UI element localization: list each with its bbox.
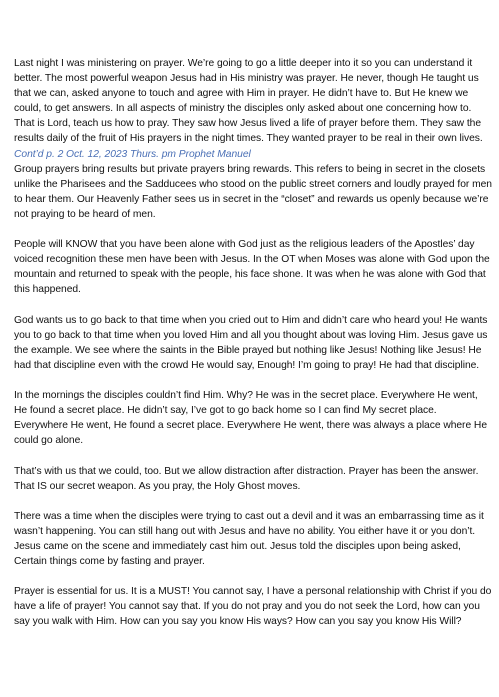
paragraph-spacer: [14, 494, 492, 509]
paragraph-mornings-disciples: In the mornings the disciples couldn’t find Him. Why? He was in the secret place. Everywhere He went, He found a secret place. He didn’t say, I’ve got to go back home so I can find My secret place. Everywhere He went, He found a secret place. Everywhere He went, there was always a place where He could go alone.: [14, 390, 487, 447]
document-page: [14, 56, 492, 630]
paragraph-cast-out-devil: There was a time when the disciples were trying to cast out a devil and it was an embarrassing time as it wasn’t happening. You can still hang out with Jesus and have no ability. You either have it or you don’t. Jesus came on the scene and immediately cast him out. Jesus told the disciples upon being asked, Certain things come by fasting and prayer.: [14, 510, 484, 568]
paragraph-spacer: [14, 222, 492, 237]
paragraph-prayer-essential: Prayer is essential for us. It is a MUST! You cannot say, I have a personal relationship with Christ if you do have a life of prayer! You cannot say that. If you do not pray and you do not seek the Lord, how can you say you walk with Him. How can you say you know His ways? How can you say you know His Will?: [14, 586, 492, 628]
paragraph-thats-with-us: That’s with us that we could, too. But we allow distraction after distraction. Prayer has been the answer. That IS our secret weapon. As you pray, the Holy Ghost moves.: [14, 465, 479, 492]
paragraph-people-will-know: People will KNOW that you have been alone with God just as the religious leaders of the Apostles’ day voiced recognition these men have been with Jesus. In the OT when Moses was alone with God upon the mountain and returned to speak with the people, his face shone. It was when he was alone with God that this happened.: [14, 239, 490, 296]
paragraph-group-prayers: Group prayers bring results but private prayers bring rewards. This refers to being in secret in the closets unlike the Pharisees and the Sadducees who stood on the public street corners and loudly prayed for men to hear them. Our Heavenly Father sees us in secret in the “closet” and rewards us openly because we’re not praying to be heard of men.: [14, 163, 492, 220]
paragraph-god-wants-us: God wants us to go back to that time when you cried out to Him and didn’t care who heard you! He wants you to go back to that time when you loved Him and all you thought about was loving Him. Jesus gave us the example. We see where the saints in the Bible prayed but nothing like Jesus! Nothing like Jesus! He had that discipline even with the crowd He would say, Enough! I’m going to pray! He had that discipline.: [14, 314, 488, 371]
paragraph-spacer: [14, 448, 492, 463]
paragraph-spacer: [14, 298, 492, 313]
paragraph-ministering-on-prayer: Last night I was ministering on prayer. We’re going to go a little deeper into it so you can understand it better. The most powerful weapon Jesus had in His ministry was prayer. He never, though He taught us that we can, asked anyone to touch and agree with Him in prayer. He didn’t have to. But He knew we could, to get answers. In all aspects of ministry the disciples only asked about one concerning how to. That is Lord, teach us how to pray. They saw how Jesus lived a life of prayer before them. They saw the results daily of the fruit of His prayers in the night times. They wanted prayer to be real in their own lives.: [14, 58, 483, 145]
paragraph-spacer: [14, 569, 492, 584]
paragraph-spacer: [14, 373, 492, 388]
continued-note: Cont’d p. 2 Oct. 12, 2023 Thurs. pm Prophet Manuel: [14, 148, 251, 160]
